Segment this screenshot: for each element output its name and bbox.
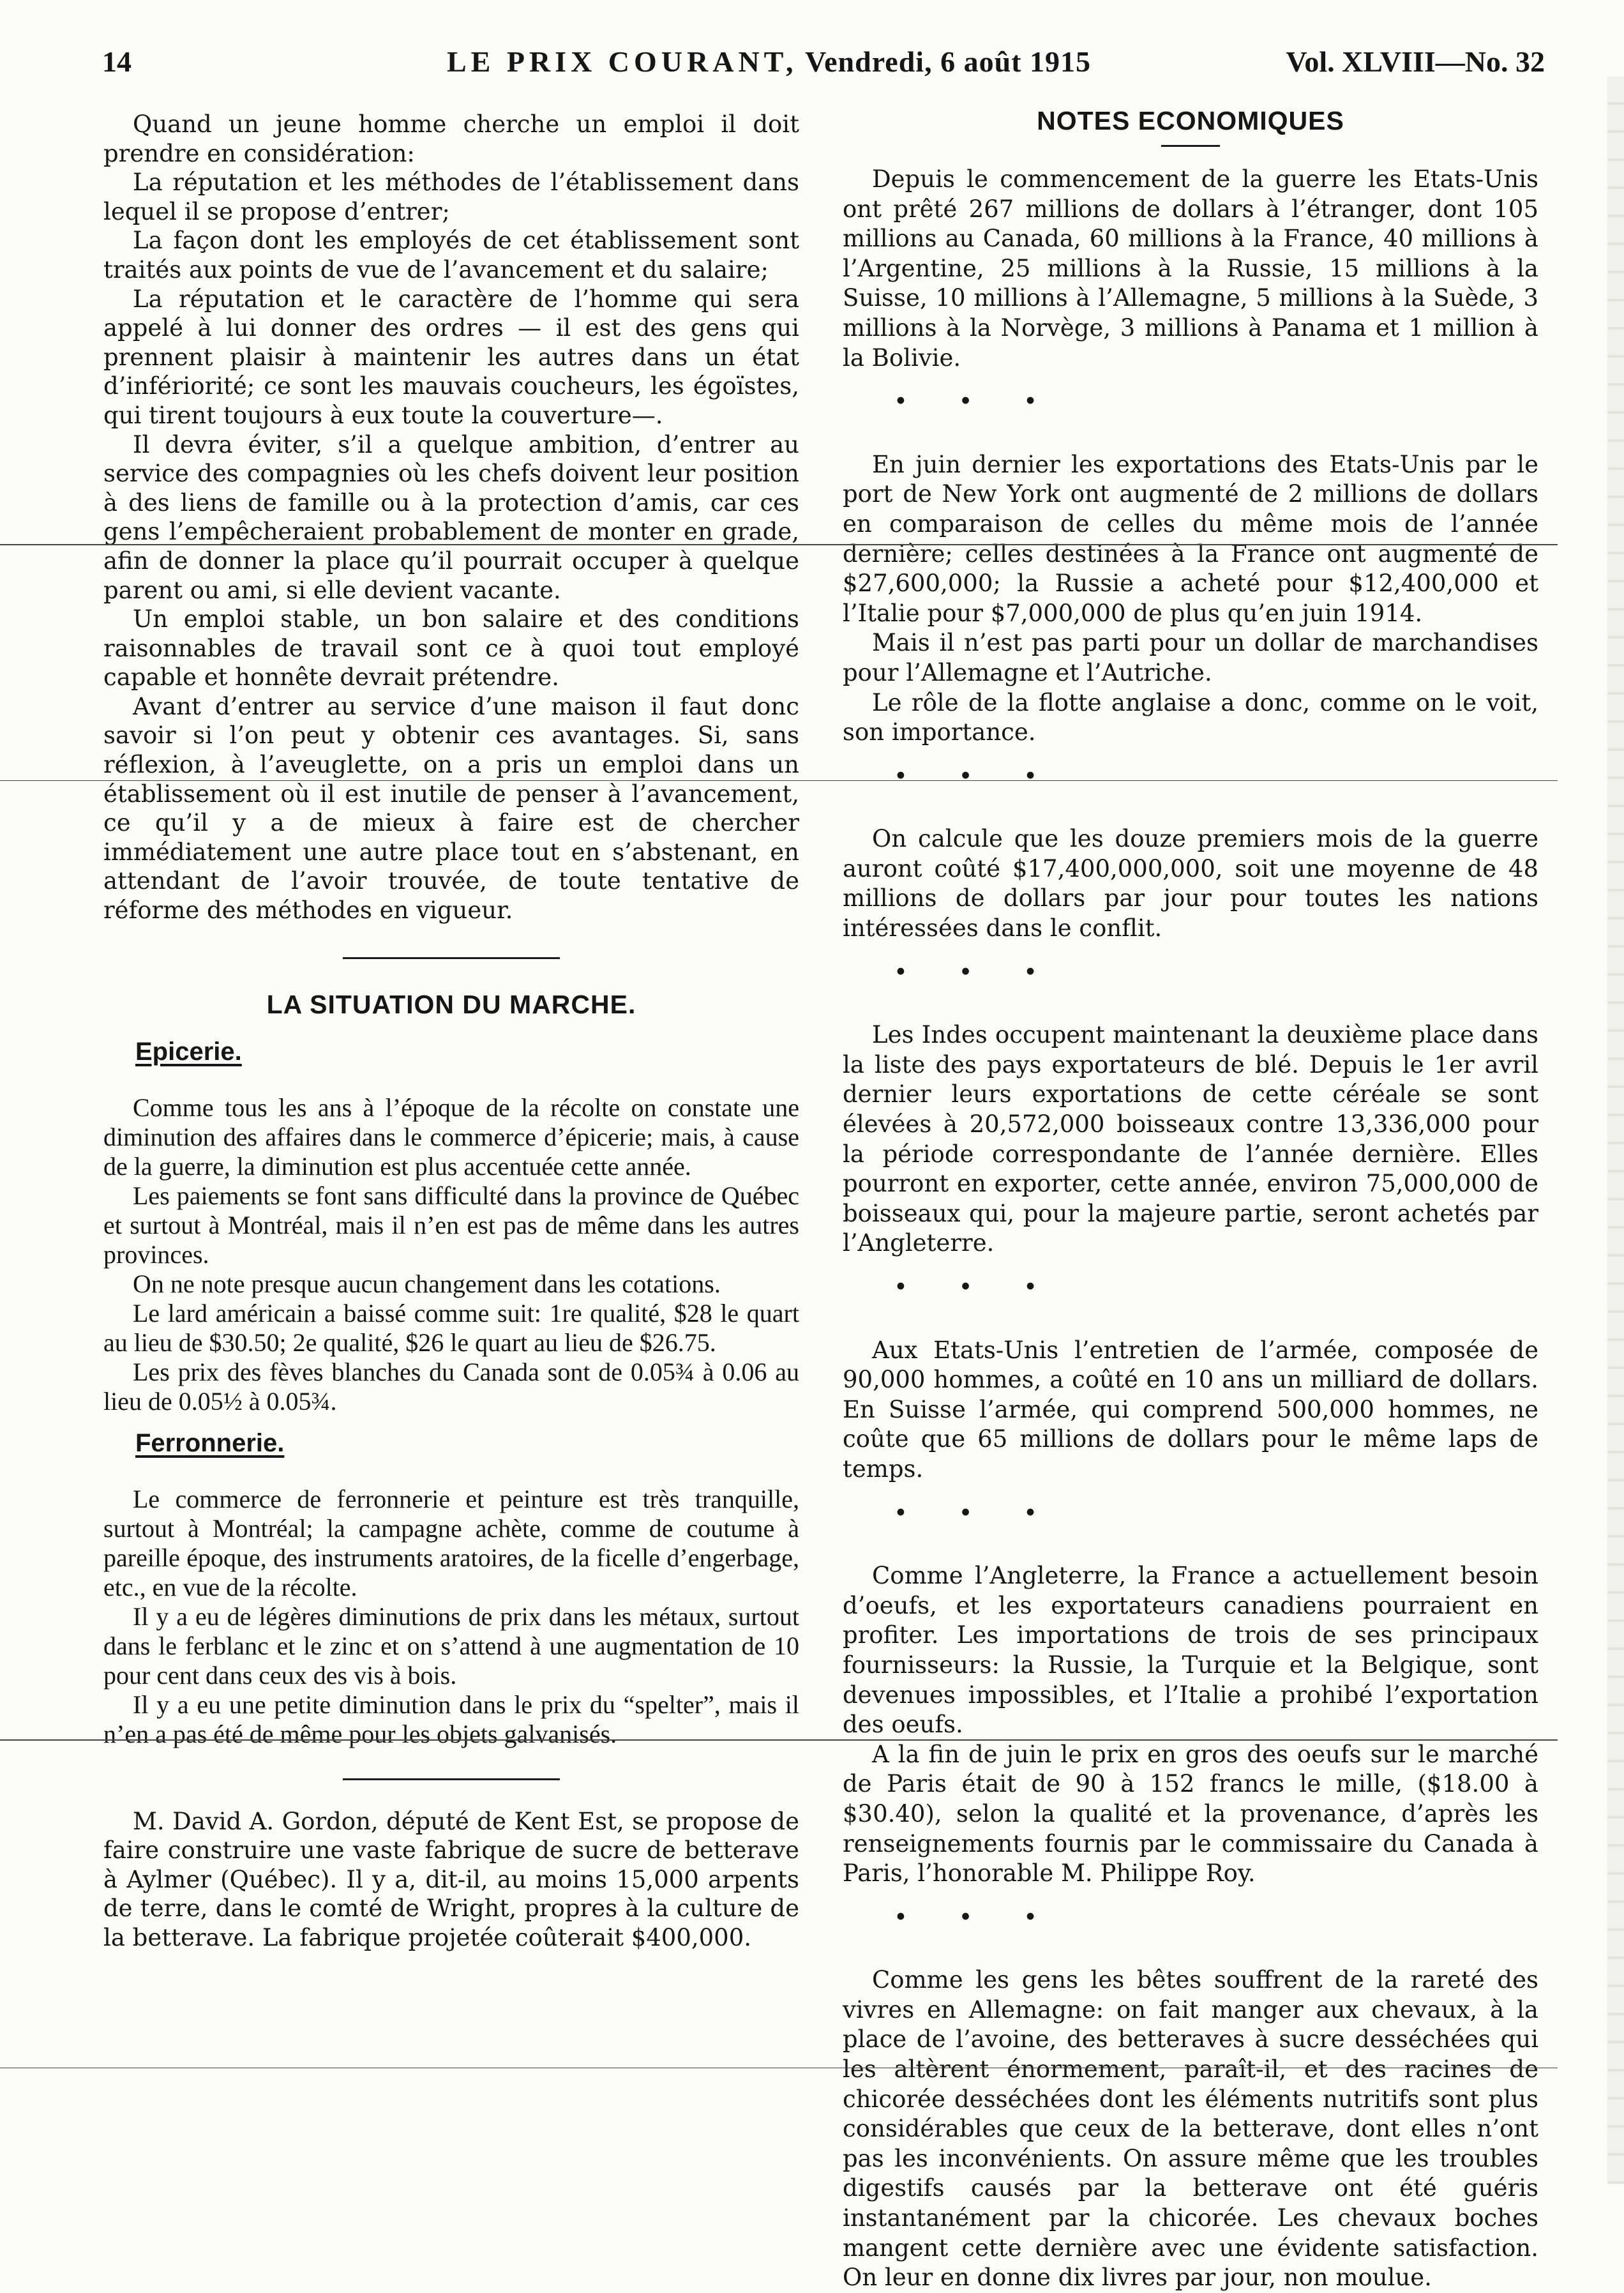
note-paragraph: A la fin de juin le prix en gros des oeufs sur le marché de Paris était de 90 à 152 francs le mille, ($18.00 à $30.40), selon la qualité et la provenance, d’après les renseignements fournis par le commissaire du Canada à Paris, l’honorable M. Philippe Roy. bbox=[843, 1740, 1538, 1888]
note-paragraph: Les Indes occupent maintenant la deuxième place dans la liste des pays exportateurs de blé. Depuis le 1er avril dernier leurs exportations de cette céréale se sont élevées à 20,572,000 boisseaux contre 13,336,000 pour la période correspondante de l’année dernière. Elles pourront en exporter, cette année, environ 75,000,000 de boisseaux qui, pour la majeure partie, seront achetés par l’Angleterre. bbox=[843, 1021, 1538, 1257]
epicerie-paragraph: Comme tous les ans à l’époque de la récolte on constate une diminution des affaires dans le commerce d’épicerie; mais, à cause de la guerre, la diminution est plus accentuée cette année. bbox=[103, 1093, 799, 1181]
scan-streak bbox=[0, 544, 1558, 545]
star-separator: • • • bbox=[894, 958, 1059, 986]
masthead: LE PRIX COURANT, bbox=[447, 45, 798, 78]
page-number: 14 bbox=[102, 45, 132, 78]
star-separator: • • • bbox=[894, 388, 1059, 416]
note-paragraph: Mais il n’est pas parti pour un dollar de marchandises pour l’Allemagne et l’Autriche. bbox=[843, 629, 1538, 686]
scan-streak bbox=[0, 780, 1558, 781]
intro-paragraph: Un emploi stable, un bon salaire et des conditions raisonnables de travail sont ce à quoi tout employé capable et honnête devrait prétendre. bbox=[103, 605, 799, 692]
intro-paragraph: Avant d’entrer au service d’une maison il faut donc savoir si l’on peut y obtenir ces avantages. Si, sans réflexion, à l’aveuglette, on a pris un emploi dans un établissement où il est inutile de penser à l’avancement, ce qu’il y a de mieux à faire est de chercher immédiatement une autre place tout en s’abstenant, en attendant de l’avoir trouvée, de toute tentative de réforme des méthodes en vigueur. bbox=[103, 692, 799, 925]
epicerie-paragraph: On ne note presque aucun changement dans les cotations. bbox=[133, 1269, 721, 1298]
ferronnerie-paragraph: Il y a eu de légères diminutions de prix dans les métaux, surtout dans le ferblanc et le zinc et on s’attend à une augmentation de 10 pour cent dans ceux des vis à bois. bbox=[103, 1601, 799, 1690]
section-rule bbox=[343, 957, 560, 959]
page-header bbox=[96, 42, 1545, 87]
star-separator: • • • bbox=[894, 762, 1059, 790]
note-paragraph: Aux Etats-Unis l’entretien de l’armée, composée de 90,000 hommes, a coûté en 10 ans un milliard de dollars. En Suisse l’armée, qui comprend 500,000 hommes, ne coûte que 65 millions de dollars pour le même laps de temps. bbox=[843, 1336, 1538, 1483]
intro-paragraph: La réputation et le caractère de l’homme qui sera appelé à lui donner des ordres — il est des gens qui prennent plaisir à maintenir les autres dans un état d’infériorité; ce sont les mauvais coucheurs, les égoïstes, qui tirent toujours à eux toute la couverture—. bbox=[103, 285, 799, 429]
market-section-title: LA SITUATION DU MARCHE. bbox=[266, 989, 636, 1019]
star-separator: • • • bbox=[894, 1903, 1059, 1931]
section-rule bbox=[343, 1778, 560, 1780]
intro-paragraph: La façon dont les employés de cet établissement sont traités aux points de vue de l’avancement et du salaire; bbox=[103, 227, 799, 284]
epicerie-paragraph: Les paiements se font sans difficulté dans la province de Québec et surtout à Montréal, mais il n’en est pas de même dans les autres provinces. bbox=[103, 1181, 799, 1269]
note-paragraph: Le rôle de la flotte anglaise a donc, comme on le voit, son importance. bbox=[843, 688, 1538, 746]
gordon-paragraph: M. David A. Gordon, député de Kent Est, se propose de faire construire une vaste fabrique de sucre de betterave à Aylmer (Québec). Il y a, dit-il, au moins 15,000 arpents de terre, dans le comté de Wright, propres à la culture de la betterave. La fabrique projetée coûterait $400,000. bbox=[103, 1807, 799, 1951]
volume-number: Vol. XLVIII—No. 32 bbox=[1286, 45, 1545, 78]
intro-paragraph: Quand un jeune homme cherche un emploi il doit prendre en considération: bbox=[103, 110, 799, 167]
issue-date: Vendredi, 6 août 1915 bbox=[805, 45, 1091, 78]
intro-paragraph: Il devra éviter, s’il a quelque ambition, d’entrer au service des compagnies où les chefs doivent leur position à des liens de famille ou à la protection d’amis, car ces gens l’empêcheraient probablement de monter en grade, afin de donner la place qu’il pourrait occuper à quelque parent ou ami, si elle devient vacante. bbox=[103, 430, 799, 604]
scan-streak bbox=[0, 1739, 1558, 1741]
ferronnerie-paragraph: Le commerce de ferronnerie et peinture est très tranquille, surtout à Montréal; la campagne achète, comme de coutume à pareille époque, des instruments aratoires, de la ficelle d’engerbage, etc., en vue de la récolte. bbox=[103, 1484, 799, 1601]
note-paragraph: Comme les gens les bêtes souffrent de la rareté des vivres en Allemagne: on fait manger aux chevaux, à la place de l’avoine, des betteraves à sucre desséchées qui les altèrent énormement, paraît-il, et des racines de chicorée desséchées dont les éléments nutritifs sont plus considérables que ceux de la betterave, dont elles n’ont pas les inconvénients. On assure même que les troubles digestifs causés par la betterave ont été guéris instantanément par la chicorée. Les chevaux boches mangent cette dernière avec une évidente satisfaction. On leur en donne dix livres par jour, non moulue. bbox=[843, 1966, 1538, 2292]
star-separator: • • • bbox=[894, 1499, 1059, 1527]
star-separator: • • • bbox=[894, 1273, 1059, 1301]
binding-edge bbox=[1607, 77, 1624, 2184]
ferronnerie-heading: Ferronnerie. bbox=[135, 1428, 285, 1457]
title-rule bbox=[1161, 145, 1220, 147]
epicerie-paragraph: Les prix des fèves blanches du Canada sont de 0.05¾ à 0.06 au lieu de 0.05½ à 0.05¾. bbox=[103, 1357, 799, 1416]
right-column bbox=[843, 106, 1538, 2293]
epicerie-paragraph: Le lard américain a baissé comme suit: 1re qualité, $28 le quart au lieu de $30.50; 2e qualité, $26 le quart au lieu de $26.75. bbox=[103, 1298, 799, 1357]
intro-paragraph: La réputation et les méthodes de l’établissement dans lequel il se propose d’entrer; bbox=[103, 169, 799, 225]
masthead-line bbox=[447, 45, 1091, 79]
epicerie-heading: Epicerie. bbox=[135, 1037, 242, 1066]
left-column bbox=[103, 110, 799, 1953]
note-paragraph: On calcule que les douze premiers mois de la guerre auront coûté $17,400,000,000, soit une moyenne de 48 millions de dollars par jour pour toutes les nations intéressées dans le conflit. bbox=[843, 825, 1538, 942]
notes-section-title: NOTES ECONOMIQUES bbox=[1037, 106, 1344, 135]
note-paragraph: En juin dernier les exportations des Etats-Unis par le port de New York ont augmenté de 2 millions de dollars en comparaison de celles du même mois de l’année dernière; celles destinées à la France ont augmenté de $27,600,000; la Russie a acheté pour $12,400,000 et l’Italie pour $7,000,000 de plus qu’en juin 1914. bbox=[843, 450, 1538, 627]
note-paragraph: Depuis le commencement de la guerre les Etats-Unis ont prêté 267 millions de dollars à l’étranger, dont 105 millions au Canada, 60 millions à la France, 40 millions à l’Argentine, 25 millions à la Russie, 15 millions à la Suisse, 10 millions à l’Allemagne, 5 millions à la Suède, 3 millions à la Norvège, 3 millions à Panama et 1 million à la Bolivie. bbox=[843, 165, 1538, 372]
note-paragraph: Comme l’Angleterre, la France a actuellement besoin d’oeufs, et les exportateurs canadiens pourraient en profiter. Les importations de trois de ses principaux fournisseurs: la Russie, la Turquie et la Belgique, sont devenues impossibles, et l’Italie a prohibé l’exportation des oeufs. bbox=[843, 1562, 1538, 1739]
ferronnerie-paragraph: Il y a eu une petite diminution dans le prix du “spelter”, mais il n’en a pas été de même pour les objets galvanisés. bbox=[103, 1690, 799, 1748]
